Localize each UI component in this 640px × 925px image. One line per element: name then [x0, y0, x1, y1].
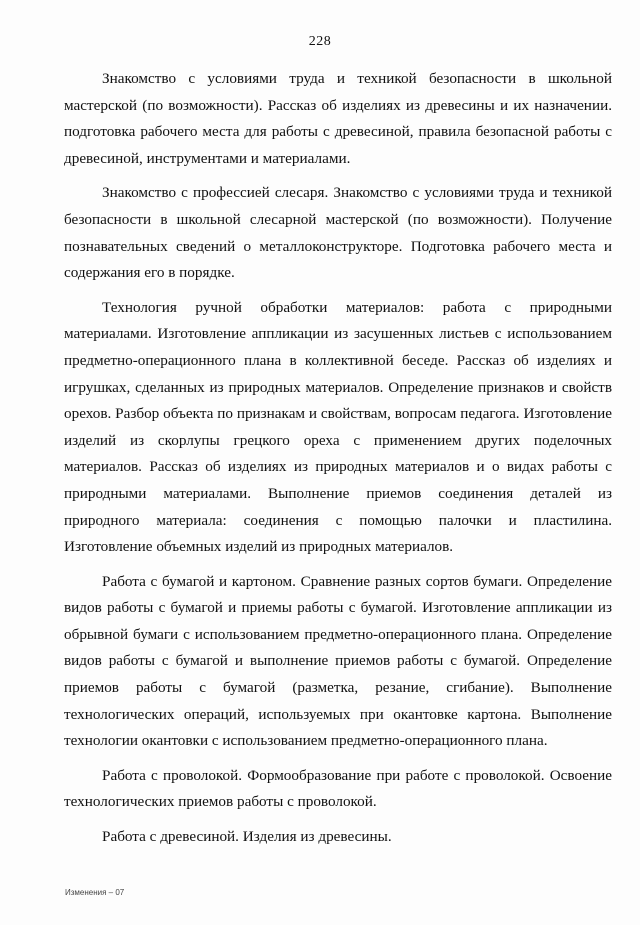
paragraph-paper-cardboard: Работа с бумагой и картоном. Сравнение разных сортов бумаги. Определение видов работы с бумагой и приемы работы с бумагой. Изготовление аппликации из обрывной бумаги с использованием предметно-операционного плана. Определение видов работы с бумагой и выполнение приемов работы с бумагой. Определение приемов работы с бумагой (разметка, резание, сгибание). Выполнение технологических операций, используемых при окантовке картона. Выполнение технологии окантовки с использованием предметно-операционного плана. — [64, 572, 612, 750]
paragraph-safety-workshop: Знакомство с условиями труда и техникой безопасности в школьной мастерской (по возможности). Рассказ об изделиях из древесины и их назначении. подготовка рабочего места для работы с древесиной, правила безопасной работы с древесиной, инструментами и материалами. — [64, 70, 612, 167]
paragraph-natural-materials: Технология ручной обработки материалов: работа с природными материалами. Изготовление аппликации из засушенных листьев с использованием предметно-операционного плана в коллективной беседе. Рассказ об изделиях и игрушках, сделанных из природных материалов. Определение признаков и свойств орехов. Разбор объекта по признакам и свойствам, вопросам педагога. Изготовление изделий из скорлупы грецкого ореха с применением других поделочных материалов. Рассказ об изделиях из природных материалов и о видах работы с природными материалами. Выполнение приемов соединения деталей из природного материала: соединения с помощью палочки и пластилина. Изготовление объемных изделий из природных материалов. — [64, 298, 612, 556]
footer-revision-note: Изменения – 07 — [65, 888, 125, 897]
paragraph-wood: Работа с древесиной. Изделия из древесины. — [102, 828, 392, 846]
document-body — [64, 66, 612, 859]
paragraph-wire: Работа с проволокой. Формообразование при работе с проволокой. Освоение технологических приемов работы с проволокой. — [64, 766, 612, 811]
paragraph-locksmith: Знакомство с профессией слесаря. Знакомство с условиями труда и техникой безопасности в школьной слесарной мастерской (по возможности). Получение познавательных сведений о металлоконструкторе. Подготовка рабочего места и содержания его в порядке. — [64, 184, 612, 282]
page-number: 228 — [308, 34, 332, 49]
